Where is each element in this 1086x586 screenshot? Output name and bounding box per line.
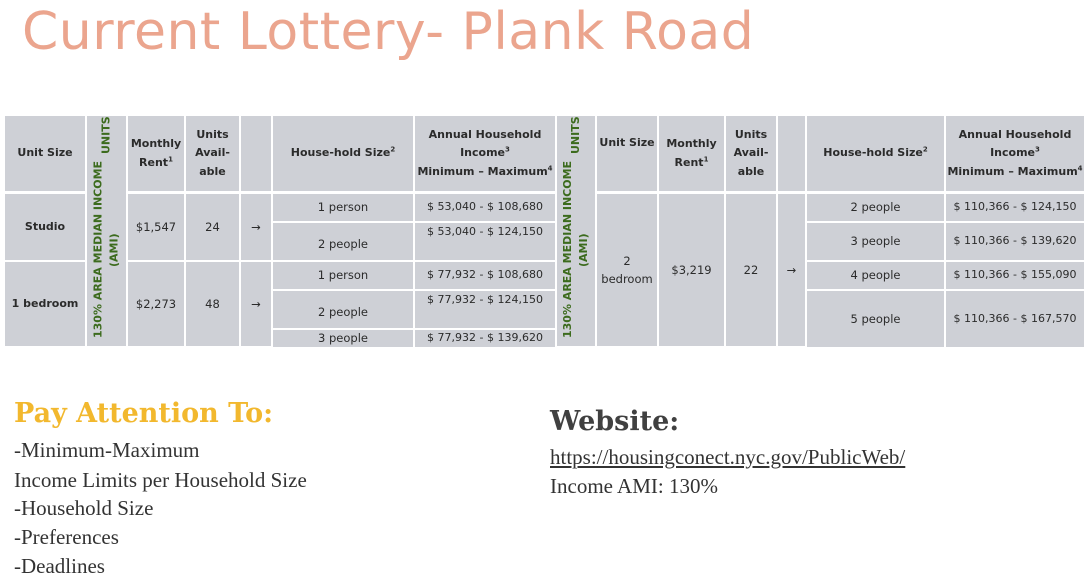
units-2-bedroom: 22 bbox=[726, 194, 776, 346]
income-cell: $ 53,040 - $ 124,150 bbox=[415, 223, 555, 260]
units-studio: 24 bbox=[186, 194, 239, 260]
income-cell: $ 110,366 - $ 155,090 bbox=[946, 262, 1084, 289]
pay-attention-item: -Household Size bbox=[14, 496, 154, 520]
ami-label-line2: UNITS bbox=[99, 116, 113, 154]
header-monthly-rent: Monthly Rent$^1$ bbox=[659, 116, 724, 191]
pay-attention-title: Pay Attention To: bbox=[14, 398, 274, 429]
rent-2-bedroom: $3,219 bbox=[659, 194, 724, 346]
household-cell: 2 people bbox=[273, 223, 413, 260]
household-cell: 5 people bbox=[807, 291, 944, 347]
income-cell: $ 110,366 - $ 124,150 bbox=[946, 194, 1084, 221]
ami-label-line1: 130% AREA MEDIAN INCOME (AMI) bbox=[91, 161, 121, 339]
header-monthly-rent: Monthly Rent$^1$ bbox=[128, 116, 184, 191]
ami-label-line1: 130% AREA MEDIAN INCOME (AMI) bbox=[561, 161, 590, 339]
arrow-icon: → bbox=[778, 194, 805, 346]
income-cell: $ 77,932 - $ 124,150 bbox=[415, 291, 555, 328]
pay-attention-item: -Preferences bbox=[14, 525, 119, 549]
header-units-available: Units Avail- able bbox=[186, 116, 239, 191]
header-annual-income: Annual Household Income$^3$ Minimum – Maximum$^4$ bbox=[415, 116, 555, 191]
header-household-size: House-hold Size$^2$ bbox=[273, 116, 413, 191]
rent-1-bedroom: $2,273 bbox=[128, 262, 184, 346]
header-annual-income: Annual Household Income$^3$ Minimum – Maximum$^4$ bbox=[946, 116, 1084, 191]
unit-size-1-bedroom: 1 bedroom bbox=[5, 262, 85, 346]
income-cell: $ 110,366 - $ 139,620 bbox=[946, 223, 1084, 260]
website-title: Website: bbox=[550, 406, 680, 437]
household-cell: 1 person bbox=[273, 262, 413, 289]
income-cell: $ 77,932 - $ 108,680 bbox=[415, 262, 555, 289]
header-units-available: Units Avail- able bbox=[726, 116, 776, 191]
header-unit-size: Unit Size bbox=[5, 116, 85, 191]
household-cell: 3 people bbox=[807, 223, 944, 260]
household-cell: 2 people bbox=[807, 194, 944, 221]
income-cell: $ 77,932 - $ 139,620 bbox=[415, 330, 555, 347]
units-1-bedroom: 48 bbox=[186, 262, 239, 346]
ami-label-line2: UNITS bbox=[569, 116, 583, 154]
household-cell: 4 people bbox=[807, 262, 944, 289]
unit-size-studio: Studio bbox=[5, 194, 85, 260]
income-cell: $ 53,040 - $ 108,680 bbox=[415, 194, 555, 221]
pay-attention-item: -Minimum-Maximum bbox=[14, 438, 200, 462]
pay-attention-item: -Deadlines bbox=[14, 554, 105, 578]
pay-attention-item: Income Limits per Household Size bbox=[14, 468, 307, 492]
header-household-size: House-hold Size$^2$ bbox=[807, 116, 944, 191]
household-cell: 2 people bbox=[273, 291, 413, 328]
household-cell: 1 person bbox=[273, 194, 413, 221]
header-arrow-column bbox=[241, 116, 271, 191]
ami-vertical-label-left bbox=[87, 116, 126, 346]
arrow-icon: → bbox=[241, 262, 271, 346]
household-cell: 3 people bbox=[273, 330, 413, 347]
header-arrow-column bbox=[778, 116, 805, 191]
page-title: Current Lottery- Plank Road bbox=[22, 2, 755, 62]
income-ami-text: Income AMI: 130% bbox=[550, 474, 718, 498]
income-cell: $ 110,366 - $ 167,570 bbox=[946, 291, 1084, 347]
website-link[interactable]: https://housingconect.nyc.gov/PublicWeb/ bbox=[550, 445, 906, 469]
rent-studio: $1,547 bbox=[128, 194, 184, 260]
ami-vertical-label-right bbox=[557, 116, 595, 346]
arrow-icon: → bbox=[241, 194, 271, 260]
header-unit-size: Unit Size bbox=[597, 116, 657, 191]
unit-size-2-bedroom: 2 bedroom bbox=[597, 194, 657, 346]
